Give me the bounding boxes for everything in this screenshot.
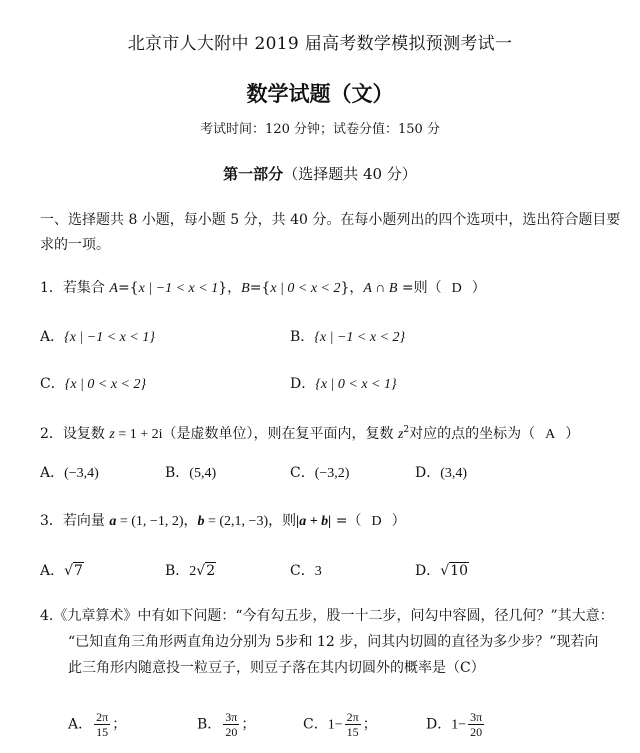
exam-subtitle: 数学试题（文） bbox=[246, 81, 394, 106]
fraction-denominator: 20 bbox=[470, 725, 483, 739]
option-label: B． bbox=[165, 563, 190, 579]
fraction bbox=[345, 710, 361, 739]
fraction bbox=[468, 710, 484, 739]
option-text: (−3,4) bbox=[64, 466, 99, 481]
q1-a-cond: x | −1 < x < 1 bbox=[138, 281, 219, 296]
q1-option-d bbox=[290, 374, 397, 395]
q1-tail: =则（ bbox=[397, 280, 442, 296]
q1-expr: A ∩ B bbox=[363, 281, 398, 296]
q1-set-b: B bbox=[241, 281, 250, 296]
part-note: （选择题共 40 分） bbox=[283, 165, 417, 183]
option-label: A． bbox=[40, 563, 65, 579]
option-radicand: 10 bbox=[450, 563, 468, 579]
fraction-denominator: 15 bbox=[346, 725, 359, 739]
option-radicand: 2 bbox=[206, 563, 216, 579]
option-coef: 2 bbox=[189, 564, 197, 579]
option-text: (3,4) bbox=[440, 466, 468, 481]
option-text: (5,4) bbox=[189, 466, 217, 481]
q3-option-b bbox=[165, 561, 216, 582]
q2-option-a bbox=[40, 463, 99, 484]
exam-info: 考试时间：120 分钟；试卷分值：150 分 bbox=[200, 122, 440, 137]
fraction-denominator: 15 bbox=[96, 725, 109, 739]
option-suffix: ； bbox=[112, 716, 127, 733]
q2-tail: 对应的点的坐标为（ bbox=[409, 426, 536, 442]
q3-vector-a: a bbox=[109, 514, 117, 529]
q4-option-b bbox=[197, 710, 255, 739]
q2-end: ） bbox=[565, 426, 580, 442]
q2-option-d bbox=[415, 463, 467, 484]
q3-option-c bbox=[290, 561, 322, 582]
part-heading bbox=[0, 163, 640, 185]
q3-vector-b: b bbox=[197, 514, 205, 529]
section-instructions-line1: 一、选择题共 8 小题，每小题 5 分，共 40 分。在每小题列出的四个选项中，选出符合题目要 bbox=[40, 212, 621, 228]
q4-number: 4. bbox=[40, 608, 54, 624]
option-text: {x | 0 < x < 2} bbox=[64, 377, 147, 392]
q1-b-cond: x | 0 < x < 2 bbox=[270, 281, 341, 296]
q2-expr: = 1 + 2i bbox=[114, 427, 163, 442]
option-label: A． bbox=[40, 329, 65, 345]
q1-option-c bbox=[40, 374, 146, 395]
option-label: B． bbox=[290, 329, 315, 345]
option-label: B． bbox=[165, 465, 190, 481]
question-1 bbox=[40, 278, 486, 299]
q1-eq1: ={ bbox=[117, 280, 139, 296]
q3-tail: =（ bbox=[331, 513, 362, 529]
option-prefix: 1− bbox=[451, 717, 467, 733]
part-title: 第一部分 bbox=[223, 165, 284, 183]
sqrt-symbol: √10 bbox=[440, 563, 468, 579]
fraction-numerator: 2π bbox=[346, 710, 359, 724]
q3-lead: 若向量 bbox=[62, 513, 110, 529]
q1-option-b bbox=[290, 327, 405, 348]
fraction bbox=[94, 710, 110, 739]
option-label: A． bbox=[68, 716, 93, 733]
q3-answer: D bbox=[371, 514, 382, 529]
option-label: C． bbox=[290, 563, 315, 579]
fraction-denominator: 20 bbox=[225, 725, 238, 739]
option-label: C． bbox=[303, 716, 328, 733]
q3-b-value: = (2,1, −3)，则 bbox=[204, 514, 297, 529]
option-suffix: ； bbox=[362, 716, 377, 733]
q2-z2: z bbox=[397, 427, 404, 442]
q3-abs-expr: |a + b| bbox=[296, 514, 332, 529]
q3-end: ） bbox=[391, 513, 406, 529]
section-instructions-line2: 求的一项。 bbox=[40, 237, 110, 253]
q3-option-a bbox=[40, 561, 84, 582]
option-prefix: 1− bbox=[327, 717, 343, 733]
option-label: D． bbox=[415, 563, 441, 579]
option-suffix: ； bbox=[241, 716, 256, 733]
option-label: C． bbox=[40, 376, 65, 392]
q3-number: 3． bbox=[40, 513, 63, 529]
q2-paren: （是虚数单位），则在复平面内，复数 bbox=[162, 426, 398, 442]
q2-z: z bbox=[109, 427, 115, 442]
q3-option-d bbox=[415, 561, 469, 582]
option-label: A． bbox=[40, 465, 65, 481]
q1-eq2: ={ bbox=[249, 280, 271, 296]
fraction-numerator: 3π bbox=[225, 710, 238, 724]
q2-option-b bbox=[165, 463, 216, 484]
option-text: {x | −1 < x < 2} bbox=[314, 330, 406, 345]
q4-option-c bbox=[303, 710, 377, 739]
q4-text-line2: “已知直角三角形两直角边分别为 5步和 12 步，问其内切圆的直径为多少步？”现若向 bbox=[68, 634, 599, 650]
exam-title: 北京市人大附中 2019 届高考数学模拟预测考试一 bbox=[127, 34, 513, 54]
option-radicand: 7 bbox=[74, 563, 83, 579]
q2-lead: 设复数 bbox=[62, 426, 110, 442]
option-label: C． bbox=[290, 465, 315, 481]
option-text: (−3,2) bbox=[314, 466, 350, 481]
question-4-line1 bbox=[40, 606, 614, 626]
question-2 bbox=[40, 420, 579, 445]
q4-option-a bbox=[68, 710, 126, 739]
sqrt-symbol: √7 bbox=[64, 563, 83, 579]
q1-answer: D bbox=[451, 281, 462, 296]
q2-sup: 2 bbox=[403, 425, 410, 435]
q2-answer: A bbox=[545, 427, 556, 442]
q1-lead: 若集合 bbox=[62, 280, 110, 296]
question-3 bbox=[40, 511, 406, 532]
q1-end: ） bbox=[471, 280, 486, 296]
q4-option-d bbox=[426, 710, 486, 739]
q1-number: 1． bbox=[40, 280, 63, 296]
q4-text-line1: 《九章算术》中有如下问题：“今有勾五步，股一十二步，问勾中容圆，径几何？”其大意： bbox=[53, 608, 614, 624]
option-coef: 3 bbox=[314, 564, 322, 579]
q1-close2: }， bbox=[340, 280, 364, 296]
option-label: D． bbox=[426, 716, 452, 733]
fraction bbox=[223, 710, 239, 739]
sqrt-symbol: √2 bbox=[196, 563, 216, 579]
q1-close1: }， bbox=[218, 280, 242, 296]
fraction-numerator: 2π bbox=[96, 710, 109, 724]
option-text: {x | −1 < x < 1} bbox=[64, 330, 155, 345]
q1-set-a: A bbox=[109, 281, 118, 296]
option-label: D． bbox=[415, 465, 441, 481]
q1-option-a bbox=[40, 327, 155, 348]
option-text: {x | 0 < x < 1} bbox=[315, 377, 397, 392]
q3-a-value: = (1, −1, 2)， bbox=[116, 514, 198, 529]
option-label: B． bbox=[197, 716, 222, 733]
fraction-numerator: 3π bbox=[470, 710, 483, 724]
option-label: D． bbox=[290, 376, 316, 392]
q2-option-c bbox=[290, 463, 349, 484]
q2-number: 2． bbox=[40, 426, 63, 442]
q4-text-line3: 此三角形内随意投一粒豆子，则豆子落在其内切圆外的概率是（C） bbox=[68, 660, 485, 676]
